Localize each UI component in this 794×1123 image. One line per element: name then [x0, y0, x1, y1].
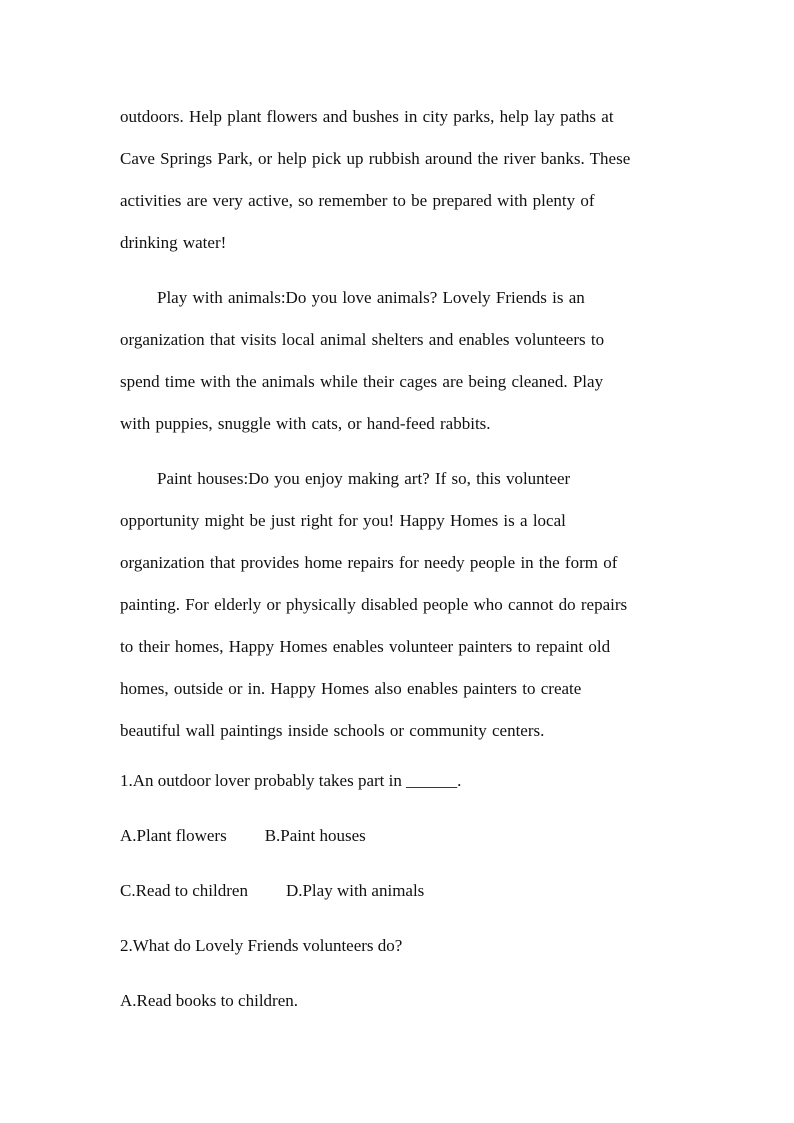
question-1-options-row-1	[120, 820, 676, 875]
question-2-stem: 2.What do Lovely Friends volunteers do?	[120, 936, 403, 955]
paragraph-line: spend time with the animals while their cages are being cleaned. Play	[120, 372, 604, 391]
passage-paragraph-animals	[120, 277, 676, 445]
paragraph-line: drinking water!	[120, 233, 227, 252]
question-1-option-c: C.Read to children	[120, 881, 248, 900]
paragraph-line: with puppies, snuggle with cats, or hand-feed rabbits.	[120, 414, 491, 433]
paragraph-line-text: Paint houses:Do you enjoy making art? If so, this volunteer	[157, 469, 571, 488]
paragraph-line: Cave Springs Park, or help pick up rubbish around the river banks. These	[120, 149, 631, 168]
paragraph-line: beautiful wall paintings inside schools or community centers.	[120, 721, 545, 740]
paragraph-line: painting. For elderly or physically disabled people who cannot do repairs	[120, 595, 628, 614]
paragraph-line: homes, outside or in. Happy Homes also enables painters to create	[120, 679, 582, 698]
question-2-option-a: A.Read books to children.	[120, 991, 298, 1010]
question-1-option-d: D.Play with animals	[285, 881, 425, 900]
paragraph-line-text: Play with animals:Do you love animals? Lovely Friends is an	[157, 288, 585, 307]
paragraph-line	[120, 277, 676, 319]
question-1-options-row-2	[120, 875, 676, 930]
passage-paragraph-outdoors	[120, 96, 676, 264]
paragraph-line: organization that provides home repairs for needy people in the form of	[120, 553, 618, 572]
question-1-stem: 1.An outdoor lover probably takes part in ______.	[120, 771, 462, 790]
paragraph-line	[120, 458, 676, 500]
paragraph-line: organization that visits local animal shelters and enables volunteers to	[120, 330, 605, 349]
document-body	[120, 96, 676, 1040]
paragraph-line: opportunity might be just right for you! Happy Homes is a local	[120, 511, 566, 530]
question-1-option-a: A.Plant flowers	[120, 826, 227, 845]
question-1-option-b: B.Paint houses	[264, 826, 366, 845]
paragraph-line: outdoors. Help plant flowers and bushes in city parks, help lay paths at	[120, 107, 614, 126]
paragraph-line: to their homes, Happy Homes enables volunteer painters to repaint old	[120, 637, 611, 656]
paragraph-line: activities are very active, so remember to be prepared with plenty of	[120, 191, 595, 210]
passage-paragraph-paint	[120, 458, 676, 752]
